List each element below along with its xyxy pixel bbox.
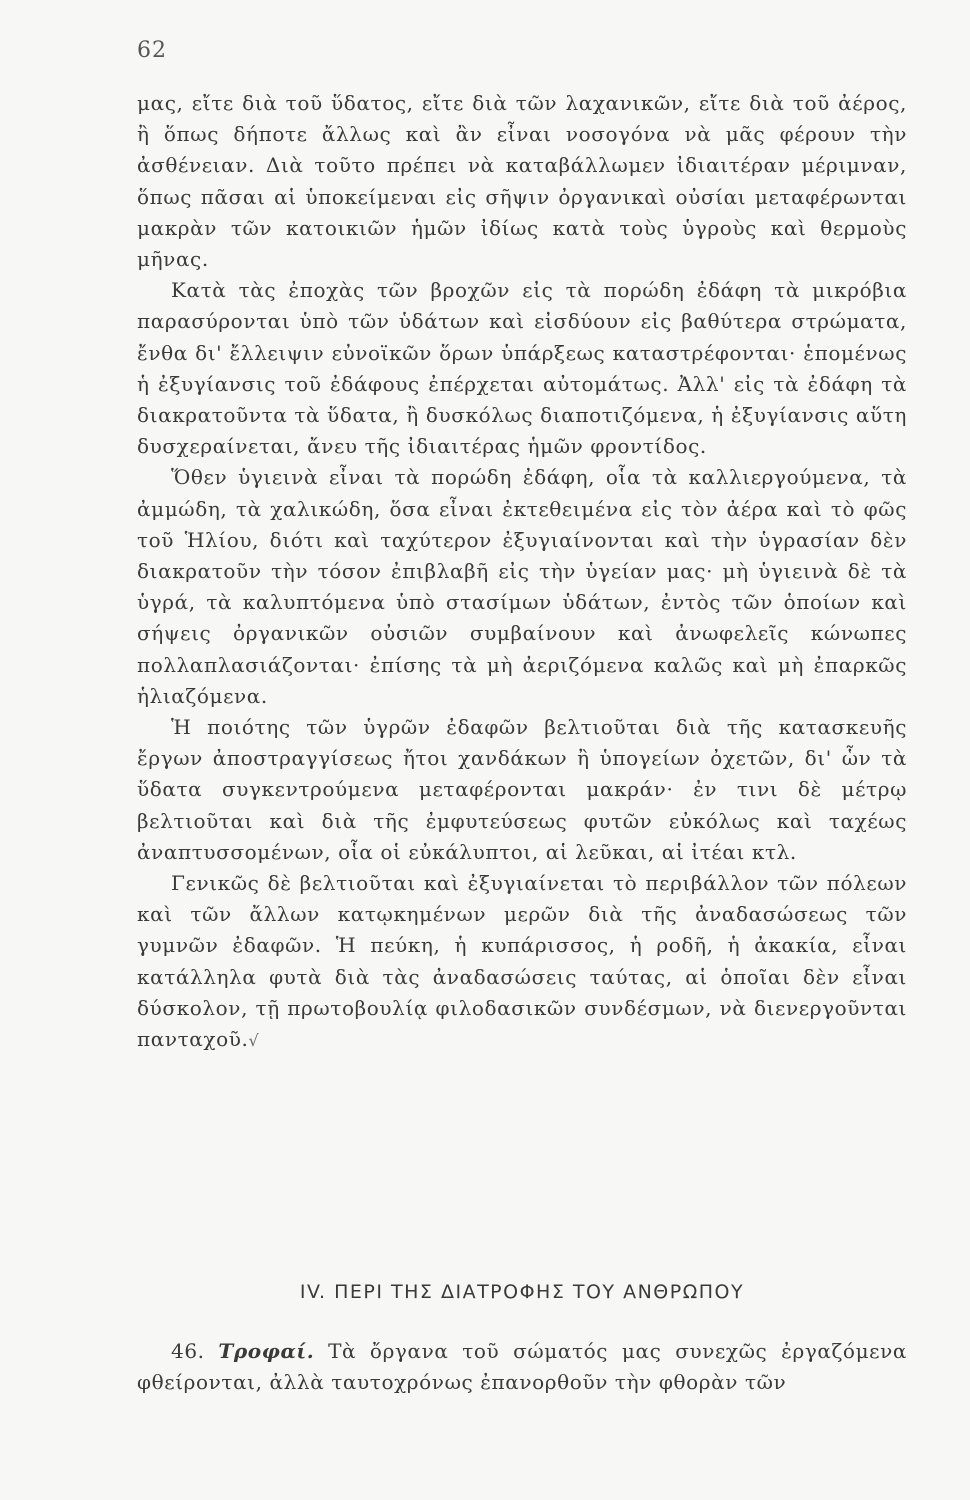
paragraph-2: Κατὰ τὰς ἐποχὰς τῶν βροχῶν εἰς τὰ πορώδη ἐδάφη τὰ μικρόβια παρασύρονται ὑπὸ τῶν ὑδάτων καὶ εἰσδύουν εἰς βαθύτερα στρώματα, ἔνθα δι' ἔλλειψιν εὐνοϊκῶν ὅρων ὑπάρξεως καταστρέφονται· ἑπομένως ἡ ἐξυγίανσις τοῦ ἐδάφους ἐπέρχεται αὐτομάτως. Ἀλλ' εἰς τὰ ἐδάφη τὰ διακρατοῦντα τὰ ὕδατα, ἢ δυσκόλως διαποτιζόμενα, ἡ ἐξυγίανσις αὕτη δυσχεραίνεται, ἄνευ τῆς ἰδιαιτέρας ἡμῶν φροντίδος. <box>137 278 907 459</box>
handwritten-mark: √ <box>248 1031 260 1051</box>
section-title: Τροφαί. <box>218 1339 315 1363</box>
paragraph-3: Ὅθεν ὑγιεινὰ εἶναι τὰ πορώδη ἐδάφη, οἷα τὰ καλλιεργούμενα, τὰ ἀμμώδη, τὰ χαλικώδη, ὅσα εἶναι ἐκτεθειμένα εἰς τὸν ἀέρα καὶ τὸ φῶς τοῦ Ἡλίου, διότι καὶ ταχύτερον ἐξυγιαίνονται καὶ τὴν ὑγρασίαν δὲν διακρατοῦν τὴν τόσον ἐπιβλαβῆ εἰς τὴν ὑγείαν μας· μὴ ὑγιεινὰ δὲ τὰ ὑγρά, τὰ καλυπτόμενα ὑπὸ στασίμων ὑδάτων, ἐντὸς τῶν ὁποίων καὶ σήψεις ὀργανικῶν οὐσιῶν συμβαίνουν καὶ ἀνωφελεῖς κώνωπες πολλαπλασιάζονται· ἐπίσης τὰ μὴ ἀεριζόμενα καλῶς καὶ μὴ ἐπαρκῶς ἡλιαζόμενα. <box>137 465 907 708</box>
paragraph-1: μας, εἴτε διὰ τοῦ ὕδατος, εἴτε διὰ τῶν λαχανικῶν, εἴτε διὰ τοῦ ἀέρος, ἢ ὅπως δήποτε ἄλλως καὶ ἂν εἶναι νοσογόνα νὰ μᾶς φέρουν τὴν ἀσθένειαν. Διὰ τοῦτο πρέπει νὰ καταβάλλωμεν ἰδιαιτέραν μέριμναν, ὅπως πᾶσαι αἱ ὑποκείμεναι εἰς σῆψιν ὀργανικαὶ οὐσίαι μεταφέρωνται μακρὰν τῶν κατοικιῶν ἡμῶν ἰδίως κατὰ τοὺς ὑγροὺς καὶ θερμοὺς μῆνας. <box>137 91 907 272</box>
section-text: Τὰ ὄργανα τοῦ σώματός μας συνεχῶς ἐργαζόμενα φθείρονται, ἀλλὰ ταυτοχρόνως ἐπανορθοῦν τὴν φθορὰν τῶν <box>137 1339 907 1395</box>
section-46-paragraph <box>137 1336 907 1398</box>
paragraph-5 <box>137 868 907 1056</box>
paragraph-5-text: Γενικῶς δὲ βελτιοῦται καὶ ἐξυγιαίνεται τὸ περιβάλλον τῶν πόλεων καὶ τῶν ἄλλων κατῳκημένων μερῶν διὰ τῆς ἀναδασώσεως τῶν γυμνῶν ἐδαφῶν. Ἡ πεύκη, ἡ κυπάρισσος, ἡ ροδῆ, ἡ ἀκακία, εἶναι κατάλληλα φυτὰ διὰ τὰς ἀναδασώσεις ταύτας, αἱ ὁποῖαι δὲν εἶναι δύσκολον, τῇ πρωτοβουλίᾳ φιλοδασικῶν συνδέσμων, νὰ διενεργοῦνται πανταχοῦ. <box>137 871 907 1052</box>
section-heading: IV. ΠΕΡΙ ΤΗΣ ΔΙΑΤΡΟΦΗΣ ΤΟΥ ΑΝΘΡΩΠΟΥ <box>299 1281 745 1303</box>
body-text <box>137 88 907 1056</box>
section-46 <box>137 1336 907 1398</box>
page-number: 62 <box>137 38 167 63</box>
section-number: 46. <box>171 1339 205 1363</box>
paragraph-4: Ἡ ποιότης τῶν ὑγρῶν ἐδαφῶν βελτιοῦται διὰ τῆς κατασκευῆς ἔργων ἀποστραγγίσεως ἤτοι χανδάκων ἢ ὑπογείων ὀχετῶν, δι' ὧν τὰ ὕδατα συγκεντρούμενα μεταφέρονται μακράν· ἐν τινι δὲ μέτρῳ βελτιοῦται καὶ διὰ τῆς ἐμφυτεύσεως φυτῶν εὐκόλως καὶ ταχέως ἀναπτυσσομένων, οἷα οἱ εὐκάλυπτοι, αἱ λεῦκαι, αἱ ἰτέαι κτλ. <box>137 715 907 864</box>
